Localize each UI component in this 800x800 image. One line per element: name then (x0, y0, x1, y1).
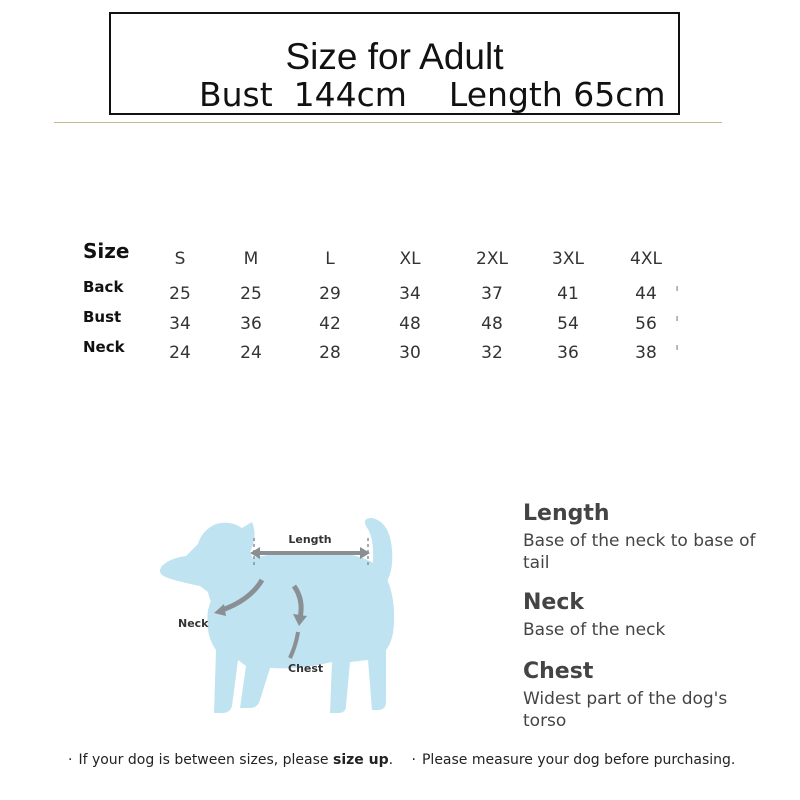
footnote-measure-text: Please measure your dog before purchasing. (421, 752, 736, 768)
legend-neck-title: Neck (523, 590, 585, 615)
row-end-mark: ˡ (676, 343, 678, 357)
table-cell: 48 (399, 314, 421, 334)
column-header: L (325, 249, 335, 269)
table-cell: 41 (557, 284, 579, 304)
footnote (62, 752, 735, 768)
bullet: · (68, 752, 73, 768)
adult-size-box (109, 12, 680, 115)
column-header: M (243, 249, 259, 269)
dog-silhouette (160, 518, 394, 713)
table-cell: 36 (557, 343, 579, 363)
neck-diagram-label: Neck (178, 617, 209, 630)
table-cell: 37 (481, 284, 503, 304)
table-cell: 29 (319, 284, 341, 304)
divider-line (54, 122, 722, 123)
table-cell: 56 (635, 314, 657, 334)
column-header: XL (399, 249, 421, 269)
row-end-mark: ˡ (676, 284, 678, 298)
table-cell: 24 (240, 343, 262, 363)
footnote-size-up-text: If your dog is between sizes, please (78, 752, 329, 768)
dog-measurement-diagram (150, 510, 410, 730)
table-cell: 34 (169, 314, 191, 334)
table-cell: 54 (557, 314, 579, 334)
column-header: 3XL (552, 249, 584, 269)
legend-neck-desc: Base of the neck (523, 620, 666, 640)
legend-chest-title: Chest (523, 659, 594, 684)
size-header-label: Size (83, 239, 130, 263)
column-header: 4XL (630, 249, 662, 269)
legend-chest-desc: Widest part of the dog's torso (523, 689, 728, 731)
adult-size-title: Size for Adult (285, 36, 504, 77)
table-cell: 44 (635, 284, 657, 304)
row-label-back: Back (83, 278, 124, 296)
row-label-neck: Neck (83, 338, 125, 356)
table-cell: 42 (319, 314, 341, 334)
table-cell: 48 (481, 314, 503, 334)
legend-length-title: Length (523, 501, 610, 526)
column-header: 2XL (476, 249, 508, 269)
chest-diagram-label: Chest (288, 662, 324, 675)
bust-label: Bust (199, 75, 273, 114)
legend-length-desc: Base of the neck to base of tail (523, 531, 756, 573)
table-cell: 32 (481, 343, 503, 363)
table-cell: 25 (169, 284, 191, 304)
table-cell: 24 (169, 343, 191, 363)
bullet: · (411, 752, 416, 768)
table-cell: 36 (240, 314, 262, 334)
table-cell: 25 (240, 284, 262, 304)
footnote-size-up-bold: size up (332, 752, 389, 768)
length-value: 65cm (573, 75, 666, 114)
adult-measurements (199, 75, 666, 114)
bust-value: 144cm (293, 75, 407, 114)
row-end-mark: ˡ (676, 314, 678, 328)
table-cell: 38 (635, 343, 657, 363)
column-header: S (174, 249, 186, 269)
row-label-bust: Bust (83, 308, 122, 326)
table-cell: 28 (319, 343, 341, 363)
table-cell: 30 (399, 343, 421, 363)
length-label: Length (448, 75, 563, 114)
footnote-period: . (388, 752, 394, 768)
length-diagram-label: Length (288, 533, 332, 546)
table-cell: 34 (399, 284, 421, 304)
